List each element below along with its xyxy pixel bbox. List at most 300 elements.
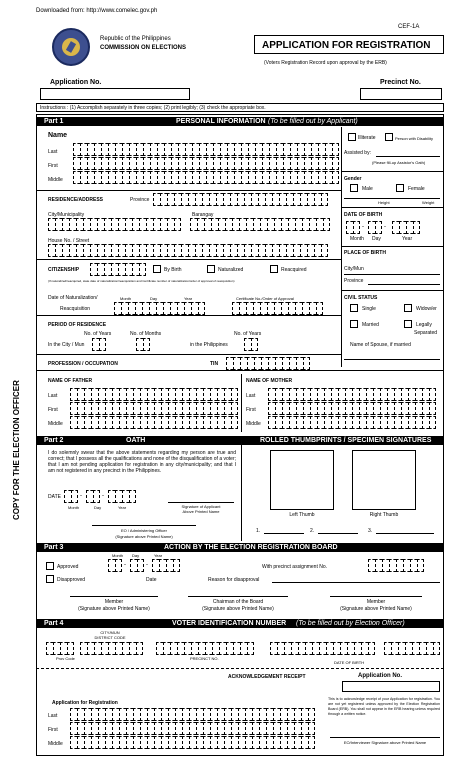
char-box[interactable] bbox=[154, 722, 161, 735]
char-box[interactable] bbox=[90, 218, 97, 231]
char-box[interactable] bbox=[272, 244, 279, 257]
char-box[interactable] bbox=[189, 736, 196, 749]
char-box[interactable] bbox=[375, 559, 382, 572]
char-box[interactable] bbox=[283, 157, 290, 170]
char-box[interactable] bbox=[232, 302, 239, 315]
char-box[interactable] bbox=[345, 388, 352, 401]
char-box[interactable] bbox=[80, 642, 87, 655]
char-box[interactable] bbox=[80, 171, 87, 184]
char-box[interactable] bbox=[154, 736, 161, 749]
char-box[interactable] bbox=[114, 302, 121, 315]
char-box[interactable] bbox=[429, 416, 436, 429]
char-box[interactable] bbox=[104, 244, 111, 257]
char-box[interactable] bbox=[302, 302, 309, 315]
char-box[interactable] bbox=[300, 244, 307, 257]
char-box[interactable] bbox=[71, 490, 78, 503]
char-box[interactable] bbox=[332, 157, 339, 170]
char-box[interactable] bbox=[287, 708, 294, 721]
char-box[interactable] bbox=[210, 402, 217, 415]
char-box[interactable] bbox=[196, 388, 203, 401]
height-weight-line[interactable] bbox=[344, 198, 440, 199]
char-box[interactable] bbox=[415, 388, 422, 401]
char-box[interactable] bbox=[269, 143, 276, 156]
char-box[interactable] bbox=[240, 357, 247, 370]
char-box[interactable] bbox=[122, 157, 129, 170]
char-box[interactable] bbox=[231, 708, 238, 721]
ack-app-no-field[interactable] bbox=[342, 681, 440, 692]
char-box[interactable] bbox=[192, 143, 199, 156]
char-box[interactable] bbox=[241, 157, 248, 170]
char-box[interactable] bbox=[115, 157, 122, 170]
char-box[interactable] bbox=[384, 642, 391, 655]
char-box[interactable] bbox=[301, 708, 308, 721]
char-box[interactable] bbox=[69, 218, 76, 231]
char-box[interactable] bbox=[392, 221, 399, 234]
char-box[interactable] bbox=[304, 143, 311, 156]
char-box[interactable] bbox=[279, 244, 286, 257]
char-box[interactable] bbox=[323, 218, 330, 231]
dob-month-boxes[interactable] bbox=[346, 221, 360, 234]
char-box[interactable] bbox=[303, 388, 310, 401]
char-box[interactable] bbox=[70, 388, 77, 401]
char-box[interactable] bbox=[105, 402, 112, 415]
char-box[interactable] bbox=[91, 722, 98, 735]
char-box[interactable] bbox=[401, 388, 408, 401]
char-box[interactable] bbox=[394, 388, 401, 401]
char-box[interactable] bbox=[354, 642, 361, 655]
char-box[interactable] bbox=[133, 416, 140, 429]
char-box[interactable] bbox=[217, 402, 224, 415]
char-box[interactable] bbox=[232, 218, 239, 231]
char-box[interactable] bbox=[325, 171, 332, 184]
char-box[interactable] bbox=[294, 736, 301, 749]
char-box[interactable] bbox=[119, 388, 126, 401]
char-box[interactable] bbox=[346, 221, 353, 234]
char-box[interactable] bbox=[310, 416, 317, 429]
char-box[interactable] bbox=[140, 402, 147, 415]
char-box[interactable] bbox=[112, 722, 119, 735]
char-box[interactable] bbox=[244, 244, 251, 257]
char-box[interactable] bbox=[70, 736, 77, 749]
char-box[interactable] bbox=[171, 171, 178, 184]
char-box[interactable] bbox=[338, 388, 345, 401]
char-box[interactable] bbox=[115, 559, 122, 572]
char-box[interactable] bbox=[317, 402, 324, 415]
char-box[interactable] bbox=[300, 193, 307, 206]
char-box[interactable] bbox=[368, 559, 375, 572]
char-box[interactable] bbox=[233, 357, 240, 370]
char-box[interactable] bbox=[153, 193, 160, 206]
char-box[interactable] bbox=[80, 143, 87, 156]
char-box[interactable] bbox=[303, 402, 310, 415]
char-box[interactable] bbox=[297, 157, 304, 170]
char-box[interactable] bbox=[48, 218, 55, 231]
char-box[interactable] bbox=[265, 244, 272, 257]
char-box[interactable] bbox=[224, 402, 231, 415]
char-box[interactable] bbox=[83, 244, 90, 257]
char-box[interactable] bbox=[129, 642, 136, 655]
char-box[interactable] bbox=[98, 708, 105, 721]
char-box[interactable] bbox=[268, 388, 275, 401]
char-box[interactable] bbox=[301, 736, 308, 749]
char-box[interactable] bbox=[164, 143, 171, 156]
char-box[interactable] bbox=[143, 157, 150, 170]
char-box[interactable] bbox=[282, 388, 289, 401]
char-box[interactable] bbox=[261, 357, 268, 370]
char-box[interactable] bbox=[304, 157, 311, 170]
char-box[interactable] bbox=[189, 722, 196, 735]
char-box[interactable] bbox=[216, 193, 223, 206]
char-box[interactable] bbox=[175, 736, 182, 749]
char-box[interactable] bbox=[91, 416, 98, 429]
char-box[interactable] bbox=[267, 218, 274, 231]
char-box[interactable] bbox=[73, 143, 80, 156]
char-box[interactable] bbox=[161, 736, 168, 749]
char-box[interactable] bbox=[380, 416, 387, 429]
char-box[interactable] bbox=[226, 357, 233, 370]
char-box[interactable] bbox=[136, 171, 143, 184]
char-box[interactable] bbox=[133, 708, 140, 721]
char-box[interactable] bbox=[101, 642, 108, 655]
char-box[interactable] bbox=[77, 736, 84, 749]
char-box[interactable] bbox=[325, 143, 332, 156]
char-box[interactable] bbox=[153, 218, 160, 231]
middle-name-boxes[interactable] bbox=[73, 171, 339, 184]
char-box[interactable] bbox=[290, 171, 297, 184]
char-box[interactable] bbox=[111, 263, 118, 276]
char-box[interactable] bbox=[168, 722, 175, 735]
char-box[interactable] bbox=[359, 388, 366, 401]
char-box[interactable] bbox=[326, 642, 333, 655]
char-box[interactable] bbox=[269, 157, 276, 170]
char-box[interactable] bbox=[105, 708, 112, 721]
char-box[interactable] bbox=[227, 171, 234, 184]
char-box[interactable] bbox=[55, 244, 62, 257]
char-box[interactable] bbox=[338, 416, 345, 429]
char-box[interactable] bbox=[301, 722, 308, 735]
char-box[interactable] bbox=[105, 416, 112, 429]
reason-line[interactable] bbox=[272, 582, 440, 583]
char-box[interactable] bbox=[366, 402, 373, 415]
char-box[interactable] bbox=[171, 143, 178, 156]
assisted-by-line[interactable] bbox=[376, 156, 440, 157]
char-box[interactable] bbox=[282, 402, 289, 415]
first-name-boxes[interactable] bbox=[73, 157, 339, 170]
char-box[interactable] bbox=[237, 193, 244, 206]
char-box[interactable] bbox=[305, 642, 312, 655]
char-box[interactable] bbox=[178, 157, 185, 170]
char-box[interactable] bbox=[282, 416, 289, 429]
char-box[interactable] bbox=[182, 722, 189, 735]
char-box[interactable] bbox=[204, 218, 211, 231]
char-box[interactable] bbox=[136, 143, 143, 156]
char-box[interactable] bbox=[77, 402, 84, 415]
char-box[interactable] bbox=[280, 708, 287, 721]
char-box[interactable] bbox=[273, 736, 280, 749]
char-box[interactable] bbox=[126, 416, 133, 429]
char-box[interactable] bbox=[309, 218, 316, 231]
char-box[interactable] bbox=[195, 244, 202, 257]
char-box[interactable] bbox=[150, 157, 157, 170]
char-box[interactable] bbox=[251, 193, 258, 206]
char-box[interactable] bbox=[283, 143, 290, 156]
char-box[interactable] bbox=[318, 157, 325, 170]
char-box[interactable] bbox=[308, 708, 315, 721]
char-box[interactable] bbox=[163, 302, 170, 315]
char-box[interactable] bbox=[347, 642, 354, 655]
char-box[interactable] bbox=[97, 244, 104, 257]
char-box[interactable] bbox=[178, 171, 185, 184]
char-box[interactable] bbox=[199, 143, 206, 156]
char-box[interactable] bbox=[332, 171, 339, 184]
char-box[interactable] bbox=[84, 388, 91, 401]
char-box[interactable] bbox=[368, 642, 375, 655]
char-box[interactable] bbox=[168, 708, 175, 721]
char-box[interactable] bbox=[112, 736, 119, 749]
char-box[interactable] bbox=[231, 736, 238, 749]
char-box[interactable] bbox=[389, 559, 396, 572]
char-box[interactable] bbox=[160, 244, 167, 257]
ack-last-boxes[interactable] bbox=[70, 708, 315, 721]
char-box[interactable] bbox=[157, 143, 164, 156]
char-box[interactable] bbox=[97, 218, 104, 231]
char-box[interactable] bbox=[154, 388, 161, 401]
char-box[interactable] bbox=[181, 193, 188, 206]
char-box[interactable] bbox=[150, 143, 157, 156]
char-box[interactable] bbox=[321, 193, 328, 206]
char-box[interactable] bbox=[302, 218, 309, 231]
char-box[interactable] bbox=[108, 490, 115, 503]
char-box[interactable] bbox=[268, 357, 275, 370]
char-box[interactable] bbox=[375, 221, 382, 234]
char-box[interactable] bbox=[280, 722, 287, 735]
oath-year-boxes[interactable] bbox=[108, 490, 136, 503]
char-box[interactable] bbox=[167, 244, 174, 257]
father-middle-boxes[interactable] bbox=[70, 416, 238, 429]
char-box[interactable] bbox=[118, 244, 125, 257]
char-box[interactable] bbox=[84, 736, 91, 749]
char-box[interactable] bbox=[70, 722, 77, 735]
char-box[interactable] bbox=[182, 736, 189, 749]
char-box[interactable] bbox=[273, 722, 280, 735]
char-box[interactable] bbox=[60, 642, 67, 655]
oath-day-boxes[interactable] bbox=[86, 490, 100, 503]
last-name-boxes[interactable] bbox=[73, 143, 339, 156]
approved-checkbox[interactable] bbox=[46, 562, 54, 570]
char-box[interactable] bbox=[136, 157, 143, 170]
char-box[interactable] bbox=[87, 157, 94, 170]
char-box[interactable] bbox=[168, 388, 175, 401]
province-boxes[interactable] bbox=[153, 193, 328, 206]
char-box[interactable] bbox=[366, 416, 373, 429]
char-box[interactable] bbox=[129, 143, 136, 156]
char-box[interactable] bbox=[294, 722, 301, 735]
char-box[interactable] bbox=[175, 388, 182, 401]
char-box[interactable] bbox=[209, 244, 216, 257]
char-box[interactable] bbox=[174, 193, 181, 206]
char-box[interactable] bbox=[238, 736, 245, 749]
city-months-boxes[interactable] bbox=[136, 338, 150, 351]
char-box[interactable] bbox=[309, 302, 316, 315]
char-box[interactable] bbox=[112, 416, 119, 429]
char-box[interactable] bbox=[410, 559, 417, 572]
char-box[interactable] bbox=[70, 402, 77, 415]
char-box[interactable] bbox=[67, 642, 74, 655]
char-box[interactable] bbox=[311, 157, 318, 170]
char-box[interactable] bbox=[217, 416, 224, 429]
char-box[interactable] bbox=[258, 244, 265, 257]
char-box[interactable] bbox=[161, 722, 168, 735]
char-box[interactable] bbox=[210, 722, 217, 735]
char-box[interactable] bbox=[126, 708, 133, 721]
char-box[interactable] bbox=[275, 357, 282, 370]
char-box[interactable] bbox=[290, 157, 297, 170]
char-box[interactable] bbox=[177, 302, 184, 315]
char-box[interactable] bbox=[230, 244, 237, 257]
char-box[interactable] bbox=[129, 490, 136, 503]
char-box[interactable] bbox=[220, 171, 227, 184]
char-box[interactable] bbox=[122, 143, 129, 156]
char-box[interactable] bbox=[277, 642, 284, 655]
mother-first-boxes[interactable] bbox=[268, 402, 436, 415]
p3-date-boxes[interactable] bbox=[108, 559, 122, 572]
char-box[interactable] bbox=[133, 722, 140, 735]
char-box[interactable] bbox=[48, 244, 55, 257]
char-box[interactable] bbox=[244, 193, 251, 206]
char-box[interactable] bbox=[133, 736, 140, 749]
char-box[interactable] bbox=[181, 244, 188, 257]
char-box[interactable] bbox=[286, 244, 293, 257]
char-box[interactable] bbox=[345, 416, 352, 429]
char-box[interactable] bbox=[310, 402, 317, 415]
char-box[interactable] bbox=[125, 218, 132, 231]
char-box[interactable] bbox=[167, 193, 174, 206]
char-box[interactable] bbox=[164, 157, 171, 170]
char-box[interactable] bbox=[332, 143, 339, 156]
char-box[interactable] bbox=[98, 736, 105, 749]
char-box[interactable] bbox=[167, 218, 174, 231]
char-box[interactable] bbox=[87, 642, 94, 655]
char-box[interactable] bbox=[203, 402, 210, 415]
char-box[interactable] bbox=[196, 736, 203, 749]
char-box[interactable] bbox=[246, 302, 253, 315]
char-box[interactable] bbox=[253, 302, 260, 315]
char-box[interactable] bbox=[387, 416, 394, 429]
char-box[interactable] bbox=[373, 416, 380, 429]
char-box[interactable] bbox=[177, 642, 184, 655]
char-box[interactable] bbox=[125, 244, 132, 257]
char-box[interactable] bbox=[224, 708, 231, 721]
char-box[interactable] bbox=[118, 218, 125, 231]
char-box[interactable] bbox=[209, 193, 216, 206]
char-box[interactable] bbox=[135, 302, 142, 315]
char-box[interactable] bbox=[238, 708, 245, 721]
char-box[interactable] bbox=[112, 708, 119, 721]
char-box[interactable] bbox=[195, 193, 202, 206]
char-box[interactable] bbox=[318, 171, 325, 184]
char-box[interactable] bbox=[284, 642, 291, 655]
char-box[interactable] bbox=[293, 193, 300, 206]
p4-extra-boxes[interactable] bbox=[270, 642, 375, 655]
char-box[interactable] bbox=[245, 736, 252, 749]
char-box[interactable] bbox=[245, 722, 252, 735]
char-box[interactable] bbox=[394, 402, 401, 415]
char-box[interactable] bbox=[173, 559, 180, 572]
father-first-boxes[interactable] bbox=[70, 402, 238, 415]
char-box[interactable] bbox=[233, 642, 240, 655]
char-box[interactable] bbox=[251, 244, 258, 257]
char-box[interactable] bbox=[210, 388, 217, 401]
char-box[interactable] bbox=[77, 388, 84, 401]
char-box[interactable] bbox=[218, 218, 225, 231]
char-box[interactable] bbox=[401, 416, 408, 429]
char-box[interactable] bbox=[248, 157, 255, 170]
char-box[interactable] bbox=[415, 416, 422, 429]
char-box[interactable] bbox=[108, 157, 115, 170]
char-box[interactable] bbox=[139, 218, 146, 231]
char-box[interactable] bbox=[69, 244, 76, 257]
char-box[interactable] bbox=[91, 388, 98, 401]
char-box[interactable] bbox=[156, 302, 163, 315]
char-box[interactable] bbox=[140, 736, 147, 749]
char-box[interactable] bbox=[142, 302, 149, 315]
char-box[interactable] bbox=[217, 722, 224, 735]
char-box[interactable] bbox=[213, 157, 220, 170]
char-box[interactable] bbox=[98, 402, 105, 415]
char-box[interactable] bbox=[130, 559, 137, 572]
char-box[interactable] bbox=[262, 143, 269, 156]
char-box[interactable] bbox=[210, 708, 217, 721]
p4-dob-boxes[interactable] bbox=[384, 642, 440, 655]
char-box[interactable] bbox=[316, 218, 323, 231]
char-box[interactable] bbox=[210, 736, 217, 749]
char-box[interactable] bbox=[245, 708, 252, 721]
precinct-no-field[interactable] bbox=[360, 88, 442, 100]
dob-year-boxes[interactable] bbox=[392, 221, 420, 234]
char-box[interactable] bbox=[46, 642, 53, 655]
prov-code-boxes[interactable] bbox=[46, 642, 74, 655]
char-box[interactable] bbox=[296, 388, 303, 401]
spouse-line[interactable] bbox=[344, 359, 440, 360]
char-box[interactable] bbox=[175, 402, 182, 415]
char-box[interactable] bbox=[94, 642, 101, 655]
char-box[interactable] bbox=[283, 171, 290, 184]
char-box[interactable] bbox=[255, 143, 262, 156]
char-box[interactable] bbox=[175, 722, 182, 735]
char-box[interactable] bbox=[146, 218, 153, 231]
char-box[interactable] bbox=[259, 722, 266, 735]
char-box[interactable] bbox=[122, 171, 129, 184]
char-box[interactable] bbox=[289, 388, 296, 401]
char-box[interactable] bbox=[188, 193, 195, 206]
char-box[interactable] bbox=[359, 416, 366, 429]
char-box[interactable] bbox=[426, 642, 433, 655]
char-box[interactable] bbox=[98, 416, 105, 429]
char-box[interactable] bbox=[252, 722, 259, 735]
char-box[interactable] bbox=[275, 388, 282, 401]
char-box[interactable] bbox=[190, 218, 197, 231]
char-box[interactable] bbox=[119, 722, 126, 735]
char-box[interactable] bbox=[90, 263, 97, 276]
char-box[interactable] bbox=[226, 642, 233, 655]
char-box[interactable] bbox=[157, 171, 164, 184]
right-thumbprint-box[interactable] bbox=[352, 450, 416, 510]
char-box[interactable] bbox=[203, 388, 210, 401]
char-box[interactable] bbox=[224, 722, 231, 735]
char-box[interactable] bbox=[105, 388, 112, 401]
char-box[interactable] bbox=[281, 302, 288, 315]
char-box[interactable] bbox=[115, 642, 122, 655]
